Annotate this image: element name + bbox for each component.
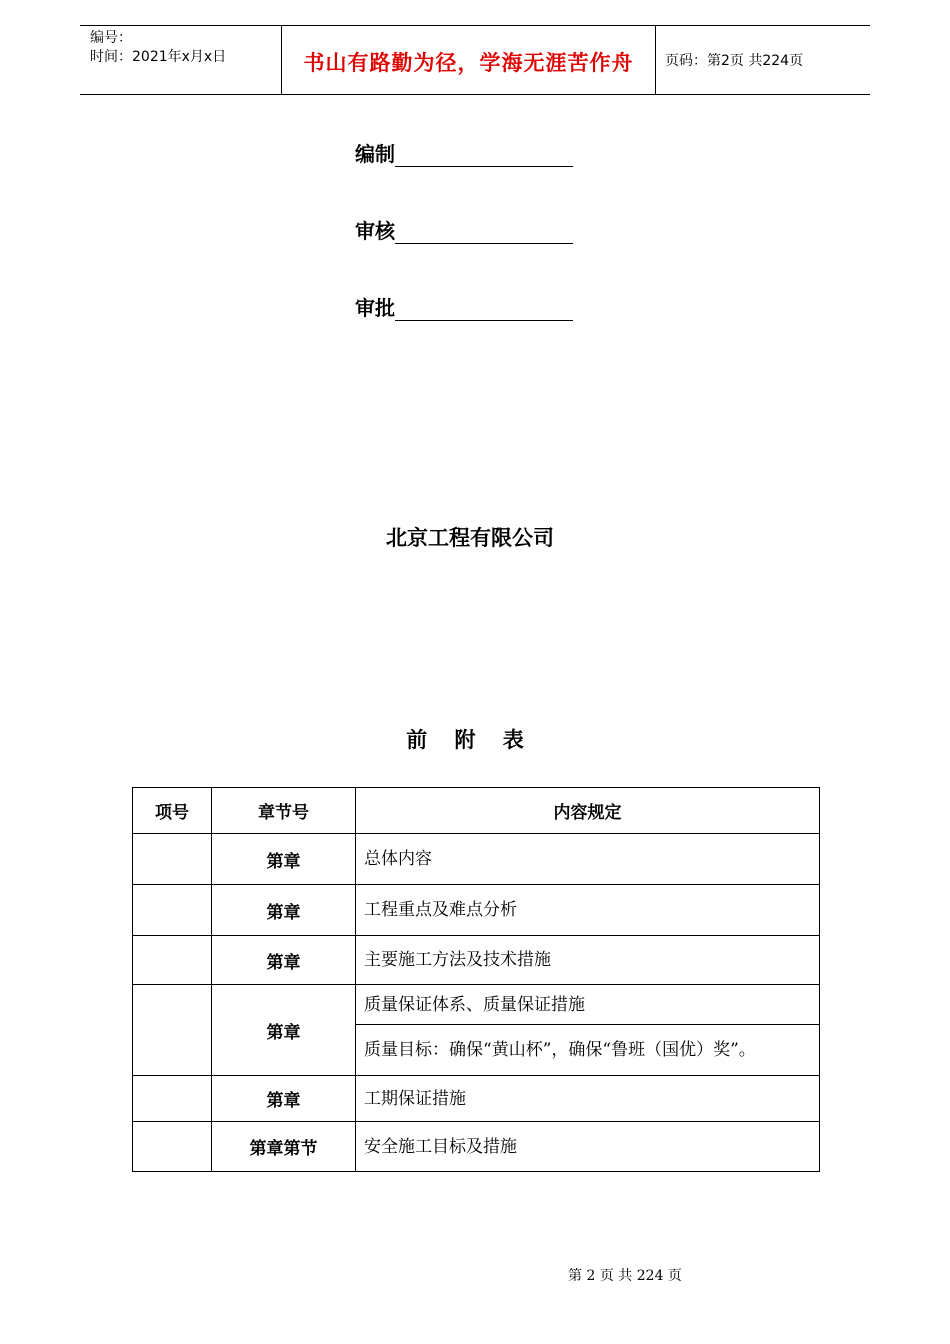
cell-content: 安全施工目标及措施 [356,1122,820,1172]
column-header-chapter: 章节号 [212,788,356,834]
company-name: 北京工程有限公司 [386,526,554,550]
signature-prepared-label: 编制 [355,142,395,166]
cell-chapter: 第章 [212,885,356,936]
table-title: 前 附 表 [406,728,534,752]
table-row [133,936,820,985]
cell-item [133,936,212,985]
cell-content: 主要施工方法及技术措施 [356,936,820,985]
table-row [133,1076,820,1122]
cell-content: 总体内容 [356,834,820,885]
table-row [133,985,820,1025]
cell-content: 工期保证措施 [356,1076,820,1122]
column-header-content: 内容规定 [356,788,820,834]
document-number-label: 编号： [90,30,132,46]
cell-item [133,1122,212,1172]
header-meta [90,29,226,67]
table-header-row [133,788,820,834]
attachment-table [132,787,820,1172]
cell-item [133,985,212,1076]
signature-reviewed-label: 审核 [355,219,395,243]
cell-chapter: 第章第节 [212,1122,356,1172]
header-divider [655,26,656,94]
signature-line [395,300,573,321]
cell-chapter: 第章 [212,985,356,1076]
cell-content: 工程重点及难点分析 [356,885,820,936]
signature-line [395,223,573,244]
cell-item [133,1076,212,1122]
document-time-label: 时间：2021年x月x日 [90,49,227,65]
column-header-item: 项号 [133,788,212,834]
cell-chapter: 第章 [212,1076,356,1122]
signature-line [395,146,573,167]
table-row [133,885,820,936]
cell-item [133,885,212,936]
header-motto: 书山有路勤为径，学海无涯苦作舟 [303,51,634,75]
cell-item [133,834,212,885]
signature-approved [355,292,573,321]
page-header [80,25,870,95]
table-row [133,834,820,885]
signature-reviewed [355,215,573,244]
cell-chapter: 第章 [212,834,356,885]
header-page-info: 页码：第2页 共224页 [665,53,804,69]
table-row [133,1122,820,1172]
page-footer: 第 2 页 共 224 页 [568,1268,682,1284]
cell-content-quality-target: 质量目标：确保“黄山杯”，确保“鲁班（国优）奖”。 [356,1025,820,1076]
cell-content: 质量保证体系、质量保证措施 [356,985,820,1025]
signature-approved-label: 审批 [355,296,395,320]
cell-chapter: 第章 [212,936,356,985]
signature-prepared [355,138,573,167]
